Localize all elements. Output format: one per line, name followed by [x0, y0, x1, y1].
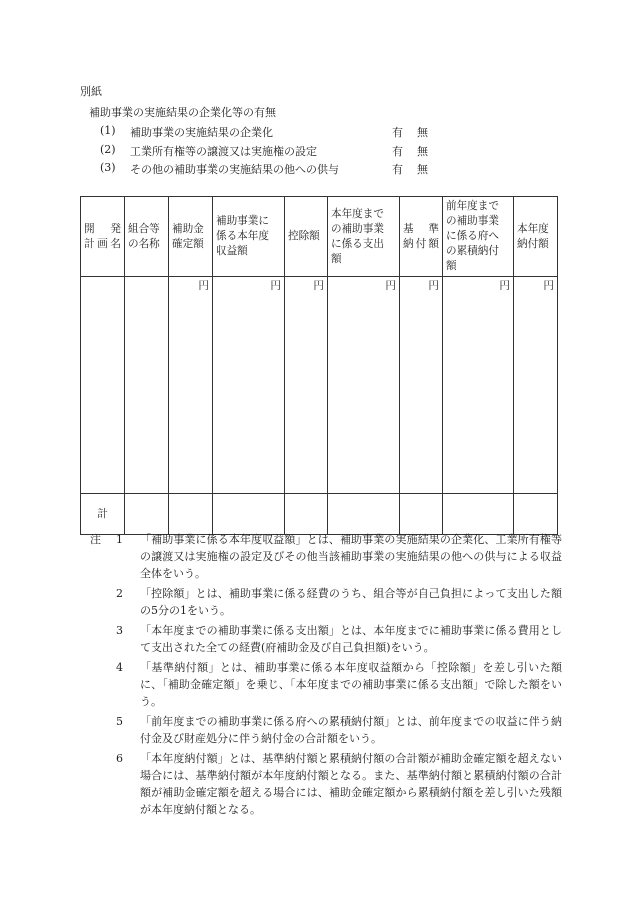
- total-cell[interactable]: [443, 494, 514, 535]
- note-number: 6: [116, 752, 123, 765]
- unit-label: 円: [499, 280, 510, 292]
- note-text: 「控除額」とは、補助事業に係る経費のうち、組合等が自己負担によって支出した額の5分の1をいう。: [140, 587, 562, 617]
- total-cell[interactable]: [514, 494, 558, 535]
- section-heading: 補助事業の実施結果の企業化等の有無: [89, 106, 276, 119]
- cell-org-name[interactable]: [125, 277, 169, 494]
- table-header-row: [81, 197, 558, 277]
- note-number: 4: [116, 661, 123, 674]
- item-number: (1): [100, 124, 116, 137]
- note-text: 「本年度納付額」とは、基準納付額と累積納付額の合計額が補助金確定額を超えない場合には、基準納付額が本年度納付額となる。また、基準納付額と累積納付額の合計額が補助金確定額を超える場合には、補助金確定額から累積納付額を差し引いた残額が本年度納付額となる。: [140, 752, 562, 816]
- note-number: 2: [116, 587, 123, 600]
- notes-label: 注: [90, 533, 101, 546]
- note-item: [90, 659, 562, 710]
- cell-expenditure[interactable]: [328, 277, 400, 494]
- total-cell[interactable]: [213, 494, 285, 535]
- item-label: 補助事業の実施結果の企業化: [130, 126, 273, 139]
- note-text: 「基準納付額」とは、補助事業に係る本年度収益額から「控除額」を差し引いた額に、「補助金確定額」を乗じ、「本年度までの補助事業に係る支出額」で除した額をいう。: [140, 661, 562, 708]
- notes-section: [90, 531, 562, 821]
- unit-label: 円: [543, 280, 554, 292]
- col-header-cumulative-payment: 前年度まで の補助事業 に係る府へ の累積納付 額: [443, 197, 514, 277]
- cell-subsidy-amount[interactable]: [169, 277, 213, 494]
- note-text: 「前年度までの補助事業に係る府への累積納付額」とは、前年度までの収益に伴う納付金及び財産処分に伴う納付金の合計額をいう。: [140, 715, 562, 745]
- payment-table: [80, 196, 558, 535]
- unit-label: 円: [198, 280, 209, 292]
- note-number: 1: [116, 533, 123, 546]
- item-number: (3): [100, 161, 116, 174]
- note-text: 「補助事業に係る本年度収益額」とは、補助事業の実施結果の企業化、工業所有権等の譲渡又は実施権の設定及びその他当該補助事業の実施結果の他への供与による収益全体をいう。: [140, 533, 562, 580]
- yes-option[interactable]: 有: [392, 145, 403, 158]
- col-header-current-payment: 本年度 納付額: [514, 197, 558, 277]
- cell-revenue[interactable]: [213, 277, 285, 494]
- col-header-org-name: 組合等 の名称: [125, 197, 169, 277]
- note-item: [90, 585, 562, 619]
- table-row: [81, 277, 558, 494]
- col-header-plan-name: 開 発 計画名: [81, 197, 125, 277]
- cell-plan-name[interactable]: [81, 277, 125, 494]
- cell-cumulative-payment[interactable]: [443, 277, 514, 494]
- no-option[interactable]: 無: [417, 163, 428, 176]
- note-number: 5: [116, 715, 123, 728]
- yes-option[interactable]: 有: [392, 126, 403, 139]
- table-total-row: [81, 494, 558, 535]
- total-label: 計: [81, 494, 125, 535]
- col-header-expenditure: 本年度まで の補助事業 に係る支出 額: [328, 197, 400, 277]
- total-cell[interactable]: [125, 494, 169, 535]
- note-item: [90, 531, 562, 582]
- yes-option[interactable]: 有: [392, 163, 403, 176]
- unit-label: 円: [270, 280, 281, 292]
- note-text: 「本年度までの補助事業に係る支出額」とは、本年度までに補助事業に係る費用として支出された全ての経費(府補助金及び自己負担額)をいう。: [140, 624, 562, 654]
- total-cell[interactable]: [285, 494, 328, 535]
- note-item: [90, 622, 562, 656]
- cell-current-payment[interactable]: [514, 277, 558, 494]
- note-item: [90, 750, 562, 818]
- note-item: [90, 713, 562, 747]
- no-option[interactable]: 無: [417, 145, 428, 158]
- cell-base-payment[interactable]: [400, 277, 443, 494]
- col-header-subsidy-amount: 補助金 確定額: [169, 197, 213, 277]
- note-number: 3: [116, 624, 123, 637]
- total-cell[interactable]: [169, 494, 213, 535]
- item-label: その他の補助事業の実施結果の他への供与: [130, 163, 339, 176]
- unit-label: 円: [385, 280, 396, 292]
- total-cell[interactable]: [400, 494, 443, 535]
- col-header-base-payment: 基 準 納付額: [400, 197, 443, 277]
- item-label: 工業所有権等の譲渡又は実施権の設定: [130, 145, 317, 158]
- col-header-deduction: 控除額: [285, 197, 328, 277]
- unit-label: 円: [428, 280, 439, 292]
- unit-label: 円: [313, 280, 324, 292]
- total-cell[interactable]: [328, 494, 400, 535]
- cell-deduction[interactable]: [285, 277, 328, 494]
- attachment-label: 別紙: [80, 85, 102, 98]
- col-header-revenue: 補助事業に 係る本年度 収益額: [213, 197, 285, 277]
- item-number: (2): [100, 143, 116, 156]
- no-option[interactable]: 無: [417, 126, 428, 139]
